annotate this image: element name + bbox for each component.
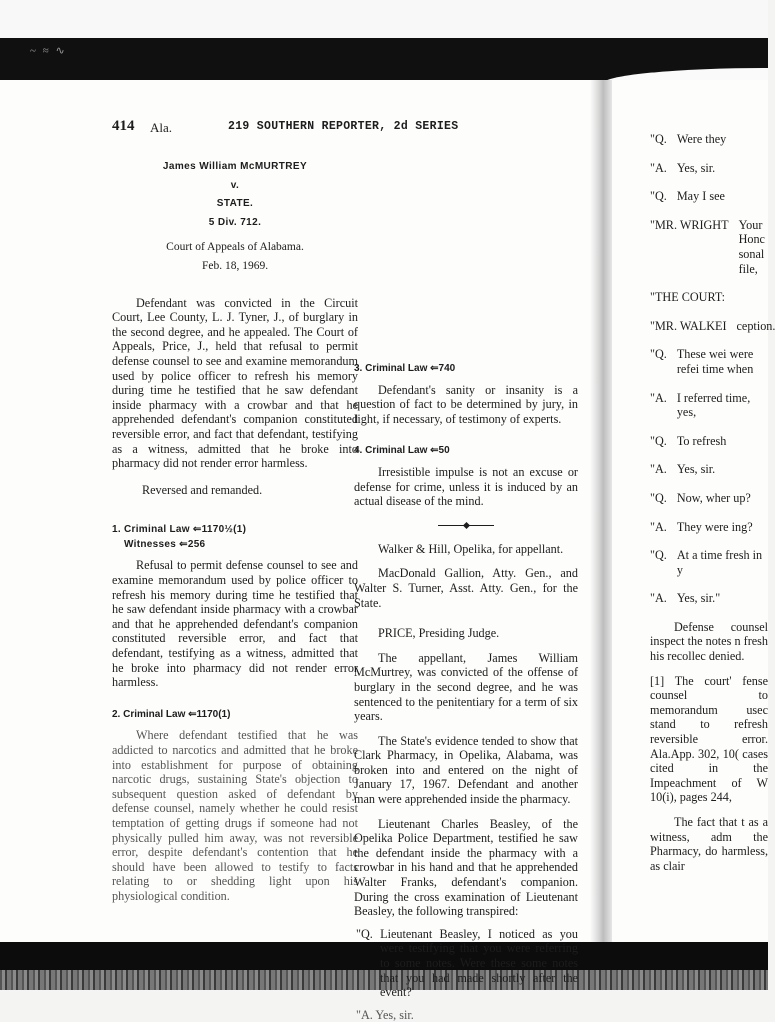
transcript-speaker: "Q. bbox=[650, 490, 667, 505]
transcript-line bbox=[650, 347, 768, 376]
page-number: 414 bbox=[112, 118, 135, 134]
transcript-line bbox=[650, 434, 768, 449]
scan-top-margin bbox=[0, 0, 768, 38]
transcript-line bbox=[650, 189, 768, 204]
transcript-speaker: "A. bbox=[650, 160, 667, 175]
transcript-line bbox=[650, 591, 768, 606]
transcript-speaker: "A. bbox=[650, 591, 667, 606]
transcript-speaker: "Q. bbox=[650, 189, 667, 204]
headnote-4-text: Irresistible impulse is not an excuse or defense for crime, unless it is induced by an actual disease of the mind. bbox=[354, 464, 578, 509]
transcript-speaker: "Q. bbox=[650, 548, 667, 563]
reporter-title: 219 SOUTHERN REPORTER, 2d SERIES bbox=[228, 120, 459, 133]
transcript-text: Yes, sir." bbox=[676, 591, 721, 606]
transcript-text: Yes, sir. bbox=[676, 160, 716, 175]
case-docket: 5 Div. 712. bbox=[208, 216, 262, 228]
counsel-state: MacDonald Gallion, Atty. Gen., and Walter S. Turner, Asst. Atty. Gen., for the State. bbox=[354, 566, 578, 610]
headnote-3-text: Defendant's sanity or insanity is a question of fact to be determined by jury, in light, if necessary, of testimony of experts. bbox=[354, 382, 578, 426]
transcript-speaker: "A. bbox=[650, 390, 667, 405]
transcript-speaker: "A. bbox=[650, 462, 667, 477]
right-paragraph: Defense counsel inspect the notes n fresh his recollec denied. bbox=[650, 619, 768, 664]
state-abbreviation: Ala. bbox=[150, 120, 173, 135]
transcript-speaker: "Q. bbox=[650, 132, 667, 146]
case-versus: v. bbox=[230, 179, 240, 191]
disposition: Reversed and remanded. bbox=[142, 482, 263, 497]
transcript-text: To refresh bbox=[676, 433, 727, 448]
transcript-question: "Q. Lieutenant Beasley, I noticed as you were testifying that you were referring to some notes. Were these some notes that you had made shortly after the event? bbox=[356, 926, 578, 1000]
scan-artifact: ~ ≈ ∿ bbox=[30, 45, 67, 57]
transcript-text: At a time fresh in y bbox=[676, 548, 763, 577]
headnote-2-text: Where defendant testified that he was addicted to narcotics and admitted that he broke into establishment for purpose of obtaining narcotic drugs, sustaining State's objection to subsequent question asked of defendant by defense counsel, namely whether he could resist temptation of getting drugs if someone had not physically pulled him away, was not reversible error, despite defendant's contention that he should have been allowed to testify to facts relating to or shedding light upon his physiological condition. bbox=[112, 728, 358, 903]
transcript-list bbox=[650, 132, 775, 606]
transcript-line bbox=[650, 218, 768, 276]
right-paragraph: [1] The court' fense counsel to memorandum usec stand to refresh reversible error. Ala.App. 302, 10( cases cited in the Impeachment of W 10(i), pages 244, bbox=[650, 673, 768, 805]
transcript-speaker: "Q. bbox=[650, 347, 667, 362]
transcript-line bbox=[650, 290, 768, 305]
transcript-speaker: "A. bbox=[650, 519, 667, 534]
headnote-2-key: 2. Criminal Law ⇐1170(1) bbox=[112, 708, 231, 720]
transcript-speaker: "Q. bbox=[650, 433, 667, 448]
case-court: Court of Appeals of Alabama. bbox=[166, 241, 304, 254]
transcript-speaker: "MR. WALKEI bbox=[650, 318, 727, 333]
transcript-line bbox=[650, 318, 775, 334]
transcript-speaker: "THE COURT: bbox=[650, 290, 726, 305]
transcript-line bbox=[650, 391, 768, 420]
counsel-appellant: Walker & Hill, Opelika, for appellant. bbox=[378, 541, 564, 556]
transcript-text: Now, wher up? bbox=[676, 490, 751, 505]
judge-name: PRICE, Presiding Judge. bbox=[378, 626, 500, 641]
transcript-line bbox=[650, 520, 768, 535]
transcript-line bbox=[650, 548, 768, 577]
transcript-answer: "A. Yes, sir. bbox=[356, 1007, 414, 1022]
transcript-text: They were ing? bbox=[676, 519, 753, 534]
opinion-paragraph: The appellant, James William McMurtrey, was convicted of the offense of burglary in the second degree, and he was sentenced to the penitentiary for a term of six years. bbox=[354, 650, 578, 724]
section-divider bbox=[438, 525, 494, 526]
transcript-text: Were they bbox=[676, 132, 727, 146]
case-appellant: James William McMURTREY bbox=[162, 161, 308, 172]
transcript-text: Yes, sir. bbox=[676, 462, 716, 477]
transcript-text: May I see bbox=[676, 189, 725, 204]
column-right-cropped bbox=[650, 132, 775, 873]
column-middle bbox=[354, 134, 578, 1022]
case-date: Feb. 18, 1969. bbox=[201, 259, 269, 272]
scan-top-border bbox=[0, 38, 768, 80]
book-gutter bbox=[590, 80, 612, 942]
transcript-text: Your Honc sonal file, bbox=[738, 217, 765, 276]
transcript-speaker: "MR. WRIGHT bbox=[650, 217, 729, 232]
transcript-line bbox=[650, 132, 768, 147]
headnote-1-text: Refusal to permit defense counsel to see and examine memorandum used by police officer to refresh his memory during time he testified that he saw defendant inside pharmacy with a crowbar and that he apprehended defendant's companion constituted reversible error, and fact that defendant, testifying as a witness, admitted that he broke into pharmacy did not render error harmless. bbox=[112, 558, 358, 690]
transcript-line bbox=[650, 462, 768, 477]
case-appellee: STATE. bbox=[216, 198, 254, 210]
syllabus: Defendant was convicted in the Circuit Court, Lee County, L. J. Tyner, J., of burglary in the second degree, and he appealed. The Court of Appeals, Price, J., held that refusal to permit defense counsel to see and examine memorandum used by police officer to refresh his memory during time he testified that he saw defendant inside pharmacy with a crowbar and that he apprehended defendant's companion constituted reversible error, and fact that defendant, testifying as a witness, admitted that he broke into pharmacy did not render error harmless. bbox=[112, 295, 358, 471]
transcript-text: I referred time, yes, bbox=[676, 390, 751, 420]
opinion-paragraph: The State's evidence tended to show that Clark Pharmacy, in Opelika, Alabama, was broken into and entered on the night of January 17, 1967. Defendant and another man were apprehended inside the pharmacy. bbox=[354, 733, 578, 807]
transcript-text: These wei were refei time when bbox=[676, 347, 754, 376]
headnote-3-key: 3. Criminal Law ⇐740 bbox=[354, 363, 456, 374]
right-paragraph: The fact that t as a witness, adm the Pharmacy, do harmless, as clair bbox=[650, 815, 768, 873]
headnote-4-key: 4. Criminal Law ⇐50 bbox=[354, 445, 450, 457]
headnote-1-key: 1. Criminal Law ⇐1170½(1) bbox=[112, 524, 247, 536]
transcript-text: ception. bbox=[736, 318, 775, 333]
transcript-line bbox=[650, 491, 768, 506]
opinion-paragraph: Lieutenant Charles Beasley, of the Opelika Police Department, testified he saw the defendant inside the pharmacy with a crowbar in his hand and that he apprehended Walter Franks, defendant's companion. During the cross examination of Lieutenant Beasley, the following transpired: bbox=[354, 816, 578, 919]
column-left bbox=[112, 150, 358, 904]
headnote-1-subkey: Witnesses ⇐256 bbox=[124, 538, 206, 550]
transcript-line bbox=[650, 161, 768, 176]
